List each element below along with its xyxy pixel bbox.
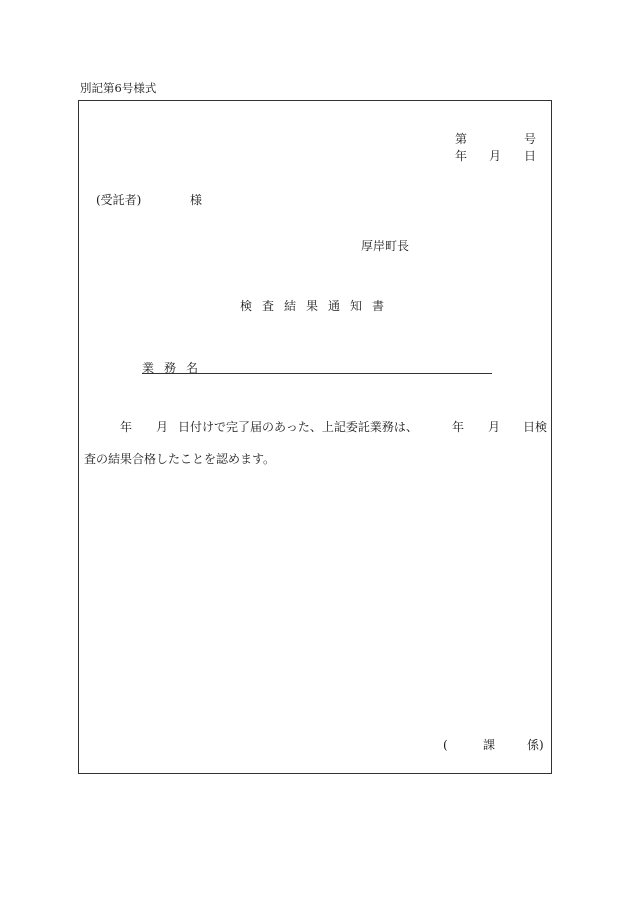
- body-line2: 査の結果合格したことを認めます。: [84, 452, 276, 466]
- date-day-label: 日: [524, 149, 537, 163]
- date-year-label: 年: [455, 149, 468, 163]
- document-number-label: 第: [455, 132, 468, 146]
- body-line1-end: 日検: [523, 420, 548, 434]
- date-month-label: 月: [489, 149, 502, 163]
- recipient-honorific: 様: [190, 193, 203, 207]
- reference-section-label: 課: [483, 738, 496, 752]
- body-year-label: 年: [120, 420, 133, 434]
- body-month-label: 月: [156, 420, 169, 434]
- service-name-underline: [142, 373, 492, 374]
- form-label: 別記第6号様式: [80, 81, 157, 95]
- body-text: 日付けで完了届のあった、上記委託業務は、: [178, 420, 418, 434]
- service-name-label: 業務名: [142, 361, 209, 375]
- reference-staff-label: 係): [527, 738, 544, 752]
- issuer-name: 厚岸町長: [361, 239, 410, 253]
- reference-open-paren: (: [443, 738, 448, 752]
- recipient-label: (受託者): [96, 193, 142, 207]
- body-year2-label: 年: [452, 420, 465, 434]
- body-month2-label: 月: [488, 420, 501, 434]
- document-frame: [78, 100, 552, 774]
- document-number-suffix: 号: [524, 132, 537, 146]
- document-title: 検査結果通知書: [240, 299, 395, 313]
